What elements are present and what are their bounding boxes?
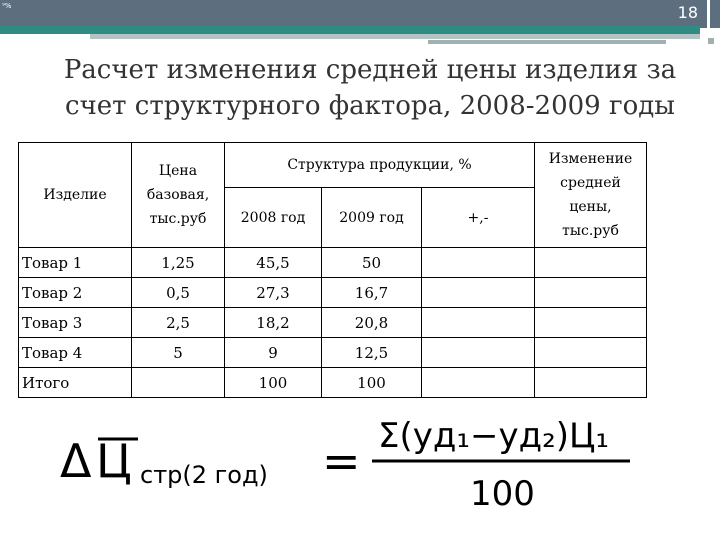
slide-title — [30, 52, 710, 124]
cell-diff — [422, 368, 535, 398]
table-row — [19, 248, 647, 278]
cell-2008: 100 — [225, 368, 322, 398]
cell-price: 1,25 — [132, 248, 225, 278]
page-number: 18 — [677, 3, 698, 22]
header-structure: Структура продукции, % — [225, 143, 535, 188]
cell-2008: 18,2 — [225, 308, 322, 338]
cell-2009: 20,8 — [322, 308, 422, 338]
cell-change — [535, 368, 647, 398]
cell-diff — [422, 248, 535, 278]
header-product: Изделие — [19, 143, 132, 248]
corner-mark: ⁹% — [2, 2, 12, 10]
cell-product: Товар 3 — [19, 308, 132, 338]
formula-delta: Δ — [60, 434, 92, 488]
header-diff: +,- — [422, 188, 535, 248]
cell-change — [535, 338, 647, 368]
table-row — [19, 368, 647, 398]
cell-change — [535, 278, 647, 308]
cell-2008: 9 — [225, 338, 322, 368]
header-change: Изменение средней цены, тыс.руб — [535, 143, 647, 248]
cell-product: Товар 4 — [19, 338, 132, 368]
header-price: Цена базовая, тыс.руб — [132, 143, 225, 248]
cell-2009: 100 — [322, 368, 422, 398]
cell-price: 0,5 — [132, 278, 225, 308]
price-change-formula — [60, 405, 640, 515]
cell-2009: 50 — [322, 248, 422, 278]
accent-small-bar — [428, 40, 666, 44]
cell-change — [535, 308, 647, 338]
cell-diff — [422, 278, 535, 308]
title-line-1: Расчет изменения средней цены изделия за — [63, 55, 677, 85]
formula-subscript: стр(2 год) — [140, 461, 268, 489]
cell-2009: 16,7 — [322, 278, 422, 308]
cell-diff — [422, 308, 535, 338]
accent-teal-bar — [0, 26, 700, 34]
cell-diff — [422, 338, 535, 368]
cell-product: Товар 1 — [19, 248, 132, 278]
cell-price: 2,5 — [132, 308, 225, 338]
table-row — [19, 278, 647, 308]
formula-equals: = — [322, 434, 361, 488]
cell-product: Товар 2 — [19, 278, 132, 308]
price-structure-table — [18, 142, 647, 398]
cell-change — [535, 248, 647, 278]
formula-price-symbol: Ц — [96, 434, 132, 488]
formula-numerator: Σ(уд₁−уд₂)Ц₁ — [378, 416, 610, 456]
table-row — [19, 338, 647, 368]
cell-price: 5 — [132, 338, 225, 368]
table-row — [19, 308, 647, 338]
title-line-2: счет структурного фактора, 2008-2009 годы — [65, 91, 675, 121]
header-year-2008: 2008 год — [225, 188, 322, 248]
cell-2008: 45,5 — [225, 248, 322, 278]
formula-denominator: 100 — [470, 474, 535, 514]
right-accent-bar — [707, 0, 710, 30]
accent-right-square — [708, 38, 714, 44]
cell-2008: 27,3 — [225, 278, 322, 308]
top-band — [0, 0, 720, 28]
header-year-2009: 2009 год — [322, 188, 422, 248]
cell-product: Итого — [19, 368, 132, 398]
cell-2009: 12,5 — [322, 338, 422, 368]
accent-grey-bar — [90, 34, 700, 39]
cell-price — [132, 368, 225, 398]
